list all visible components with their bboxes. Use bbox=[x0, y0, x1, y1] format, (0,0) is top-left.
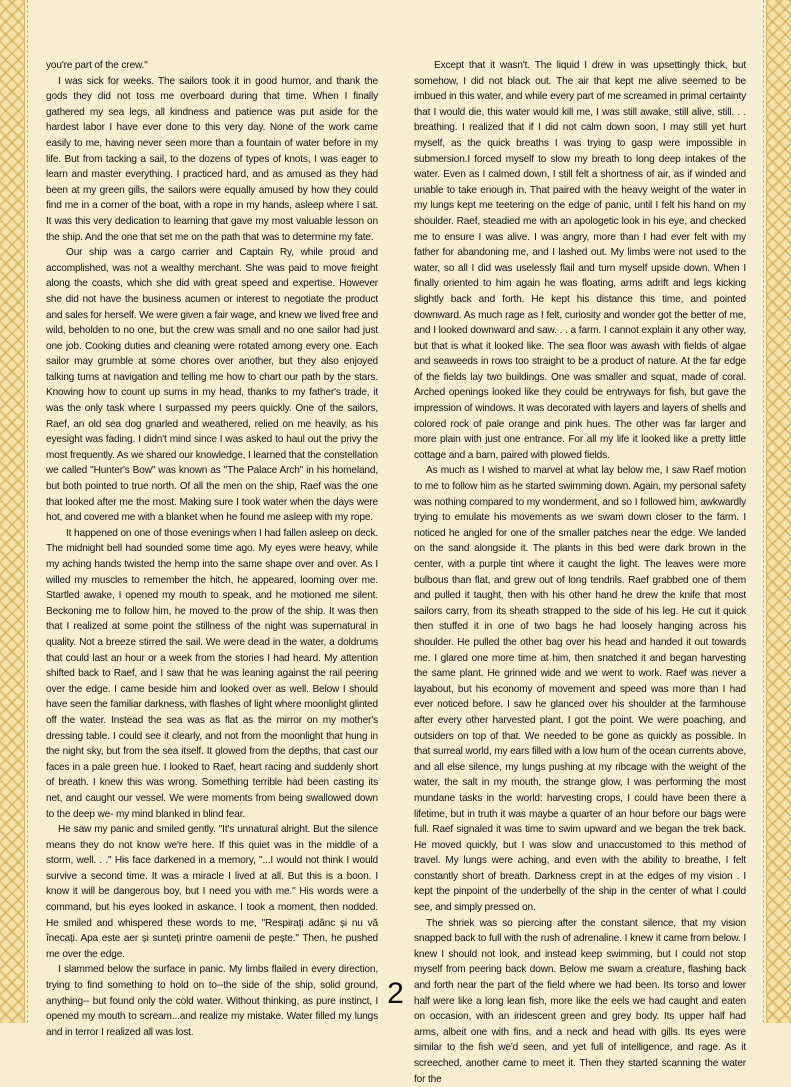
right-decorative-border bbox=[766, 0, 791, 1023]
paragraph: It happened on one of those evenings when I had fallen asleep on deck. The midnight bell had sounded some time ago. My eyes were heavy, while my aching hands twisted the hemp into the same shape over and over. As I willed my muscles to remember the hitch, he appeared, looming over me. Startled awake, I opened my mouth to speak, and he motioned me silent. Beckoning me to follow him, he moved to the prow of the ship. It was then that I realized at some point the stillness of the night was supernatural in quality. Not a breeze stirred the sail. We were dead in the water, a doldrums that could last an hour or a week from the stories I had heard. My attention shifted back to Raef, and I saw that he was leaning against the rail peering over the edge. I came beside him and looked over as well. Below I should have seen the familiar darkness, with flashes of light where moonlight glinted off the water. Instead the sea was as flat as the mirror on my mother's dressing table. I could see it clearly, and not from the moonlight that hung in the night sky, but from the sea itself. It glowed from the depths, that cast our faces in a pale green hue. I looked to Raef, heart racing and suddenly short of breath. I knew this was wrong. Something terrible had been casting its net, and caught our vessel. We were moments from being swallowed down to the deep we- my mind blanked in blind fear. bbox=[46, 527, 378, 820]
left-decorative-border bbox=[0, 0, 25, 1023]
right-inner-rule bbox=[763, 0, 764, 1023]
paragraph: I slammed below the surface in panic. My limbs flailed in every direction, trying to find something to hold on to--the side of the ship, solid ground, anything-- but found only the cold water. Without thinking, as pure instinct, I opened my mouth to scream...and realize my mistake. Water filled my lungs and in terror I realized all was lost. bbox=[46, 964, 378, 1038]
paragraph: Our ship was a cargo carrier and Captain Ry, while proud and accomplished, was not a wealthy merchant. She was paid to move freight along the coasts, which she did with great speed and expertise. However she did not have the business acumen or interest to negotiate the product and sales for herself. We were given a fair wage, and knew we lived free and wild, beholden to no one, but the crew was small and no one sailor had just one job. Cooking duties and cleaning were rotated among every one. Each sailor may grumble at some chores over another, but they also enjoyed talking turns at navigation and telling me how to chart our path by the stars. Knowing how to count up sums in my head, thanks to my father's trade, it was the only task where I surpassed my peers quickly. One of the sailors, Raef, an old sea dog gnarled and weathered, relied on me heavily, as his eyesight was fading. I didn't mind since I was asked to haul out the privy the most frequently. As we shared our knowledge, I learned that the constellation we called "Hunter's Bow" was known as "The Palace Arch" in his homeland, but both pointed to true north. Of all the men on the ship, Raef was the one that looked after me the most. Making sure I took water when the days were hot, and covered me with a blanket when he found me asleep with my rope. bbox=[46, 247, 378, 524]
paragraph: He saw my panic and smiled gently. "It's unnatural alright. But the silence means they do not know we're here. If this quiet was in the middle of a storm, well. . ." His face darkened in a memory, "...I would not think I would survive a second time. It was a miracle I lived at all. But this is a boon. I know it will be dangerous boy, but I need you with me." His words were a command, but his eyes looked in askance. I took a moment, then nodded. He smiled and whispered these words to me, "Respirați adânc și nu vă înecați. Apa este aer și sunteți printre oamenii de pește." Then, he pushed me over the edge. bbox=[46, 824, 378, 960]
right-column bbox=[414, 58, 746, 1085]
page-number: 2 bbox=[387, 977, 404, 1010]
paragraph: As much as I wished to marvel at what lay below me, I saw Raef motion to me to follow him as he started swimming down. Again, my personal safety was nothing compared to my wonderment, and so I followed him, awkwardly trying to emulate his movements as we swam down closer to the farm. I noticed he angled for one of the smaller patches near the edge. We landed on the sand alongside it. The plants in this bed were dark brown in the center, with a purple tint where it caught the light. The leaves were more bulbous than flat, and grew out of long tendrils. Raef grabbed one of them and pulled it taught, then with his other hand he drew the knife that most sailors carry, from its sheath strapped to the side of his leg. He cut it quick then stuffed it in one of two bags he had loosely hanging across his shoulder. He pulled the other bag over his head and handed it out towards me. I glared one more time at him, then snatched it and began harvesting the same plant. He grinned wide and we went to work. Raef was never a layabout, but his economy of movement and speed was more than I had ever noticed before. I saw he glanced over his shoulder at the farmhouse after every other harvested plant. I got the point. We were poaching, and outsiders on top of that. We needed to be gone as quickly as possible. In that surreal world, my ears filled with a low hum of the ocean currents above, and all else silence, my lungs pushing at my ribcage with the weight of the water, the salt in my mouth, the strange glow, I was performing the most mundane tasks in the world: harvesting crops, I could have been there a lifetime, but in truth it was maybe a quarter of an hour before our bags were full. Raef signaled it was time to swim upward and we began the trek back. He moved quickly, but I was slow and unaccustomed to this method of travel. My lungs were aching, and even with the ability to breathe, I felt constantly short of breath. Darkness crept in at the edges of my vision . I kept the pinpoint of the underbelly of the ship in the center of what I could see, and simply pressed on. bbox=[414, 465, 746, 914]
paragraph: you're part of the crew." bbox=[46, 60, 148, 71]
paragraph: Except that it wasn't. The liquid I drew in was upsettingly thick, but somehow, I did not black out. The air that kept me alive seemed to be imbued in this water, and while every part of me screamed in primal certainty that I would die, this water would kill me, I was still awake, still alive, still. . . breathing. I realized that if I did not calm down soon, I may still yet hurt myself, as the quick breaths I was trying to gasp were impossible in submersion.I forced myself to slow my breath to long deep intakes of the water. Even as I calmed down, I still felt a shortness of air, as if winded and unable to take enough in. That paired with the heavy weight of the water in my lungs kept me teetering on the edge of panic, until I felt his hand on my shoulder. Raef, steadied me with an apologetic look in his eye, and checked me to ensure I was alive. I was angry, more than I had ever felt with my father for abandoning me, and I lashed out. My limbs were not used to the water, so all I did was uselessly flail and turn myself upside down. When I finally oriented to him again he was floating, arms adrift and legs kicking slightly back and forth. He kept his distance this time, and pointed downward. As much rage as I felt, curiosity and wonder got the better of me, and I looked downward and saw. . . a farm. I cannot explain it any other way, but that is what it looked like. The sea floor was awash with fields of algae and seaweeds in rows too straight to be a product of nature. At the far edge of the fields lay two buildings. One was smaller and squat, made of coral. Arched openings looked like they could be entryways for fish, but gave the impression of windows. It was decorated with layers and layers of shells and colored rock of pale orange and pink hues. The other was far larger and more plain with just one entrance. For all my life it looked like a pretty little cottage and a barn, paired with plowed fields. bbox=[414, 60, 746, 461]
left-inner-rule bbox=[27, 0, 28, 1023]
left-column bbox=[46, 58, 378, 1038]
page-body bbox=[46, 58, 746, 1085]
paragraph: The shriek was so piercing after the constant silence, that my vision snapped back to full with the rush of adrenaline. I knew it came from below. I knew I should not look, and instead keep swimming, but I could not stop myself from peering back down. Below me swam a creature, flashing back and forth near the part of the field where we had been. Its torso and lower half were like a long lean fish, more like the eels we had caught and eaten on occasion, with an iridescent green and grey body. Its upper half had arms, albeit one with fins, and a neck and head with gills. Its eyes were similar to the fish we'd seen, and yet full of intelligence, and rage. As it screeched, another came to meet it. Then they started scanning the water for the bbox=[414, 917, 746, 1085]
paragraph: I was sick for weeks. The sailors took it in good humor, and thank the gods they did not toss me overboard during that time. When I finally gathered my sea legs, all kindness and patience was put aside for the hardest labor I have ever done to this very day. None of the work came easily to me, having never seen more than a fountain of water before in my life. But from tacking a sail, to the dozens of types of knots, I was eager to learn and master everything. I practiced hard, and as amused as they had been at my green gills, the sailors were equally amused by how they could find me in a corner of the boat, with a rope in my hands, asleep where I sat. It was this very dedication to learning that gave my most valuable lesson on the ship. And the one that set me on the path that was to determine my fate. bbox=[46, 75, 378, 243]
